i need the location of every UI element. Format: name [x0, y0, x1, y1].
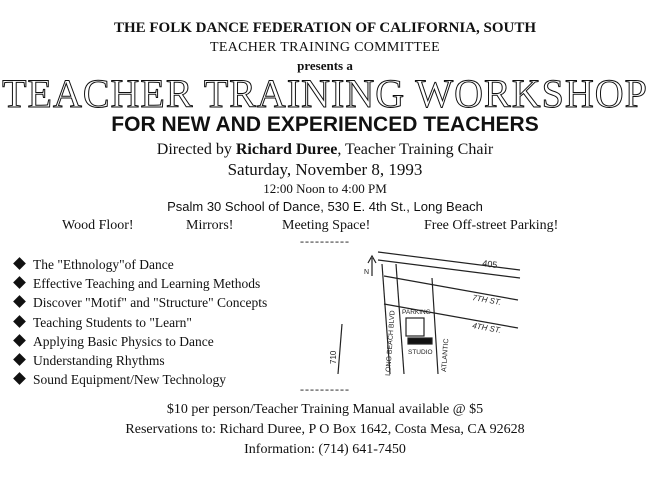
list-item: [15, 274, 267, 293]
map-fourth-street: [384, 304, 518, 328]
directed-prefix: Directed by: [156, 141, 236, 158]
directed-suffix: , Teacher Training Chair: [337, 141, 494, 158]
map-label-710: 710: [329, 350, 338, 364]
list-item: [15, 313, 267, 332]
topic-text: Understanding Rhythms: [33, 352, 165, 368]
map-seventh-street: [384, 276, 518, 300]
list-item: [15, 255, 267, 274]
committee-name: TEACHER TRAINING COMMITTEE: [210, 40, 440, 55]
map-label-studio: STUDIO: [408, 349, 433, 356]
diamond-bullet-icon: [13, 257, 26, 270]
map-label-405: 405: [481, 258, 498, 271]
feature-meeting-space: Meeting Space!: [282, 218, 371, 233]
topics-list: [15, 255, 267, 389]
diamond-bullet-icon: [13, 276, 26, 289]
map-label-atlantic: ATLANTIC: [441, 338, 451, 373]
list-item: [15, 332, 267, 351]
topic-text: Applying Basic Physics to Dance: [33, 333, 214, 349]
feature-wood-floor: Wood Floor!: [62, 218, 134, 233]
topic-text: Discover "Motif" and "Structure" Concepts: [33, 295, 268, 311]
location-map: [322, 248, 524, 380]
event-time: 12:00 Noon to 4:00 PM: [263, 181, 387, 196]
event-date: Saturday, November 8, 1993: [227, 160, 423, 179]
map-parking-lot: [406, 318, 424, 336]
map-studio-building: [408, 338, 432, 344]
diamond-bullet-icon: [13, 334, 26, 347]
diamond-bullet-icon: [13, 296, 26, 309]
diamond-bullet-icon: [13, 353, 26, 366]
information-line: Information: (714) 641-7450: [244, 442, 406, 457]
topic-text: Teaching Students to "Learn": [33, 314, 192, 330]
price-line: $10 per person/Teacher Training Manual available @ $5: [166, 402, 484, 417]
map-freeway-405: [378, 252, 520, 270]
list-item: [15, 351, 267, 370]
organization-name: THE FOLK DANCE FEDERATION OF CALIFORNIA, SOUTH: [113, 20, 537, 36]
map-label-fourth: 4TH ST.: [471, 321, 502, 336]
workshop-subtitle: FOR NEW AND EXPERIENCED TEACHERS: [111, 113, 539, 136]
map-freeway-405-edge: [378, 260, 520, 278]
map-label-long-beach: LONG BEACH BLVD: [385, 310, 397, 377]
feature-mirrors: Mirrors!: [186, 218, 234, 233]
map-label-parking: PARKING: [402, 309, 431, 316]
topic-text: Sound Equipment/New Technology: [33, 372, 227, 388]
separator-bottom: ----------: [300, 382, 350, 396]
map-freeway-710: [338, 324, 342, 374]
director-name: Richard Duree: [235, 141, 338, 158]
topic-text: Effective Teaching and Learning Methods: [33, 276, 261, 292]
reservations-line: Reservations to: Richard Duree, P O Box 1642, Costa Mesa, CA 92628: [125, 422, 525, 437]
directed-by-line: [0, 141, 650, 159]
map-atlantic: [432, 278, 438, 374]
list-item: [15, 293, 267, 312]
map-label-north: N: [364, 269, 370, 276]
presents-text: presents a: [297, 58, 353, 73]
topic-text: The "Ethnology"of Dance: [33, 257, 174, 272]
workshop-title: TEACHER TRAINING WORKSHOP: [2, 71, 648, 116]
event-address: Psalm 30 School of Dance, 530 E. 4th St., Long Beach: [167, 199, 483, 214]
feature-parking: Free Off-street Parking!: [424, 218, 559, 233]
map-label-seventh: 7TH ST.: [471, 293, 502, 308]
separator-top: ----------: [300, 234, 350, 248]
diamond-bullet-icon: [13, 315, 26, 328]
map-long-beach-blvd-edge: [396, 264, 404, 374]
